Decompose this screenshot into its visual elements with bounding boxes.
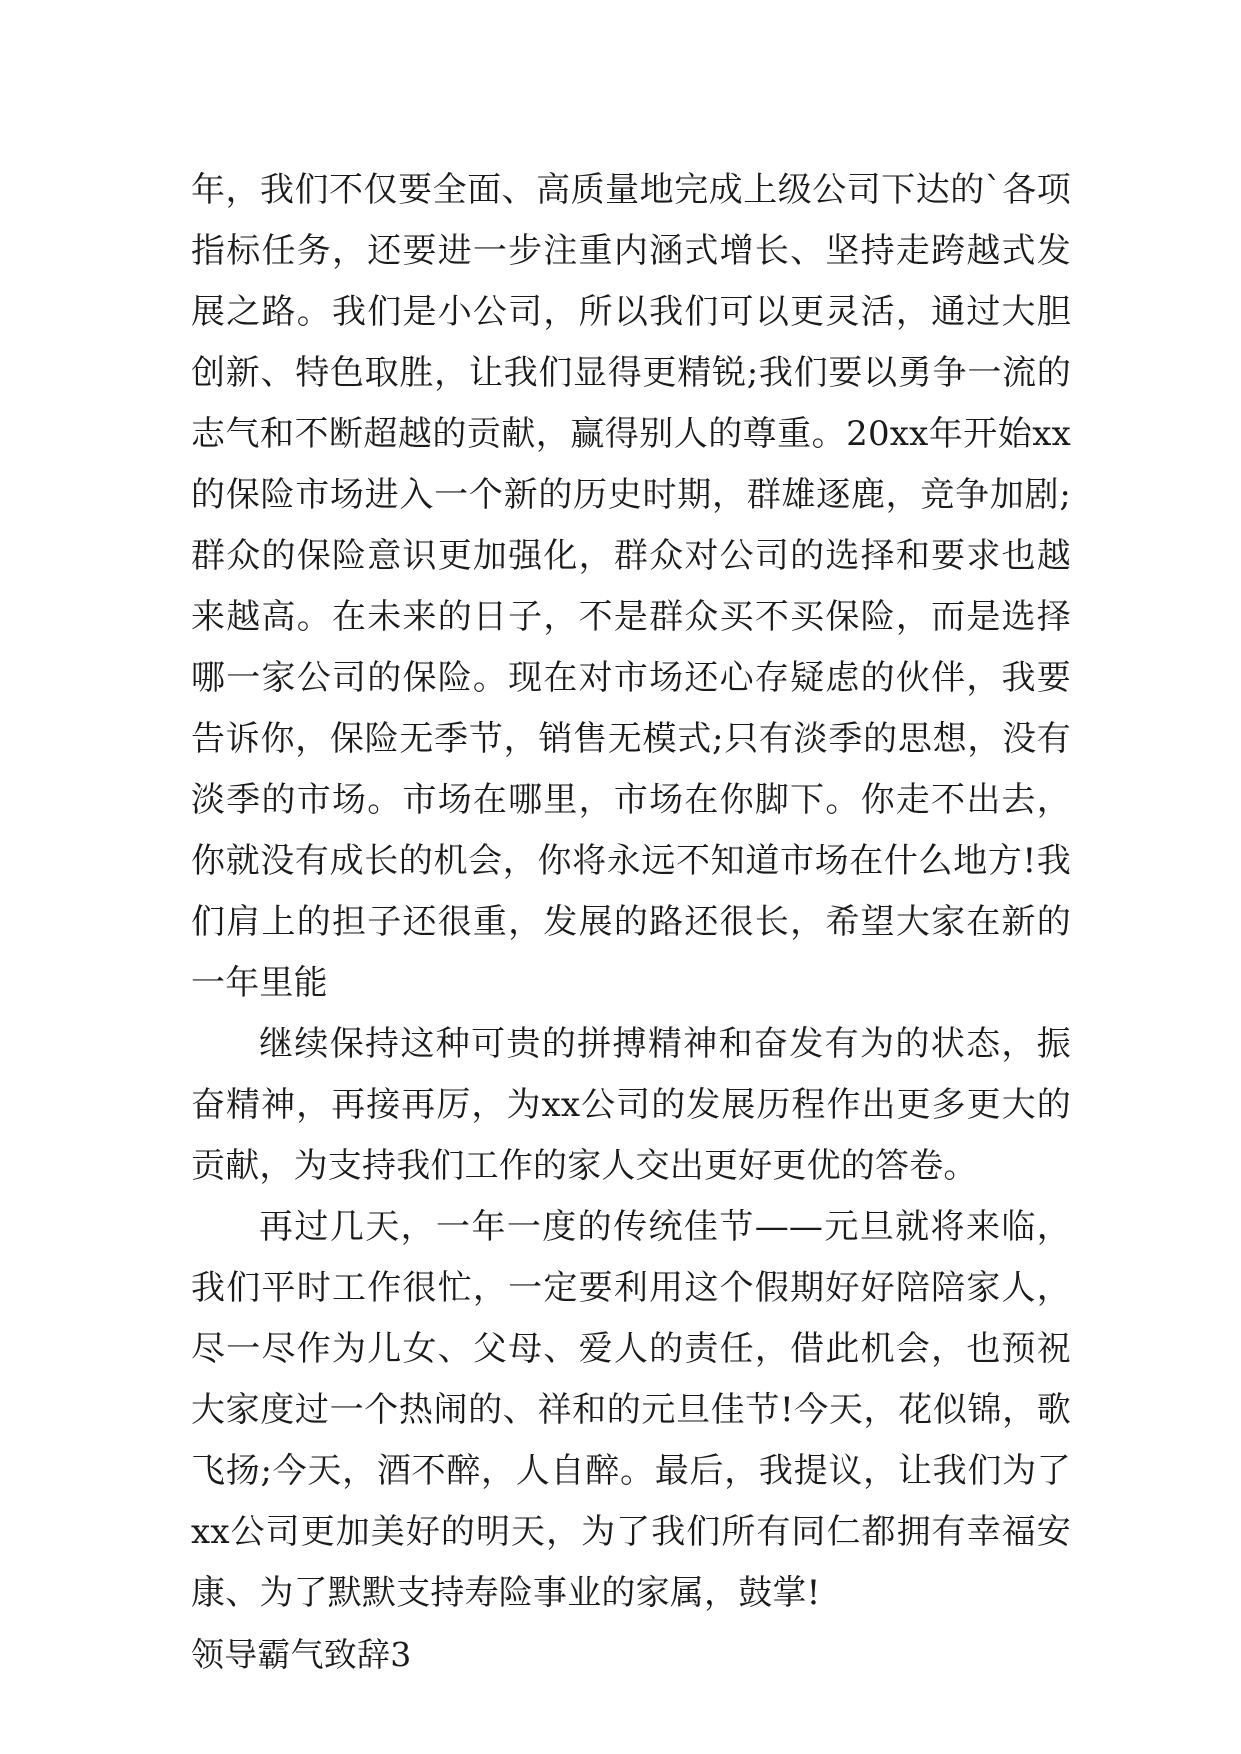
paragraph-1: 年，我们不仅要全面、高质量地完成上级公司下达的`各项指标任务，还要进一步注重内涵式增长、坚持走跨越式发展之路。我们是小公司，所以我们可以更灵活，通过大胆创新、特色取胜，让我们显得更精锐;我们要以勇争一流的志气和不断超越的贡献，赢得别人的尊重。20xx年开始xx的保险市场进入一个新的历史时期，群雄逐鹿，竞争加剧;群众的保险意识更加强化，群众对公司的选择和要求也越来越高。在未来的日子，不是群众买不买保险，而是选择哪一家公司的保险。现在对市场还心存疑虑的伙伴，我要告诉你，保险无季节，销售无模式;只有淡季的思想，没有淡季的市场。市场在哪里，市场在你脚下。你走不出去，你就没有成长的机会，你将永远不知道市场在什么地方!我们肩上的担子还很重，发展的路还很长，希望大家在新的一年里能 [191, 170, 1071, 1003]
paragraph-2: 继续保持这种可贵的拼搏精神和奋发有为的状态，振奋精神，再接再厉，为xx公司的发展历程作出更多更大的贡献，为支持我们工作的家人交出更好更优的答卷。 [191, 1024, 1071, 1186]
paragraph-3: 再过几天，一年一度的传统佳节——元旦就将来临，我们平时工作很忙，一定要利用这个假期好好陪陪家人，尽一尽作为儿女、父母、爱人的责任，借此机会，也预祝大家度过一个热闹的、祥和的元旦佳节!今天，花似锦，歌飞扬;今天，酒不醉，人自醉。最后，我提议，让我们为了xx公司更加美好的明天，为了我们所有同仁都拥有幸福安康、为了默默支持寿险事业的家属，鼓掌! [191, 1207, 1071, 1613]
section-heading: 领导霸气致辞3 [191, 1635, 412, 1674]
document-body [191, 160, 1071, 1685]
